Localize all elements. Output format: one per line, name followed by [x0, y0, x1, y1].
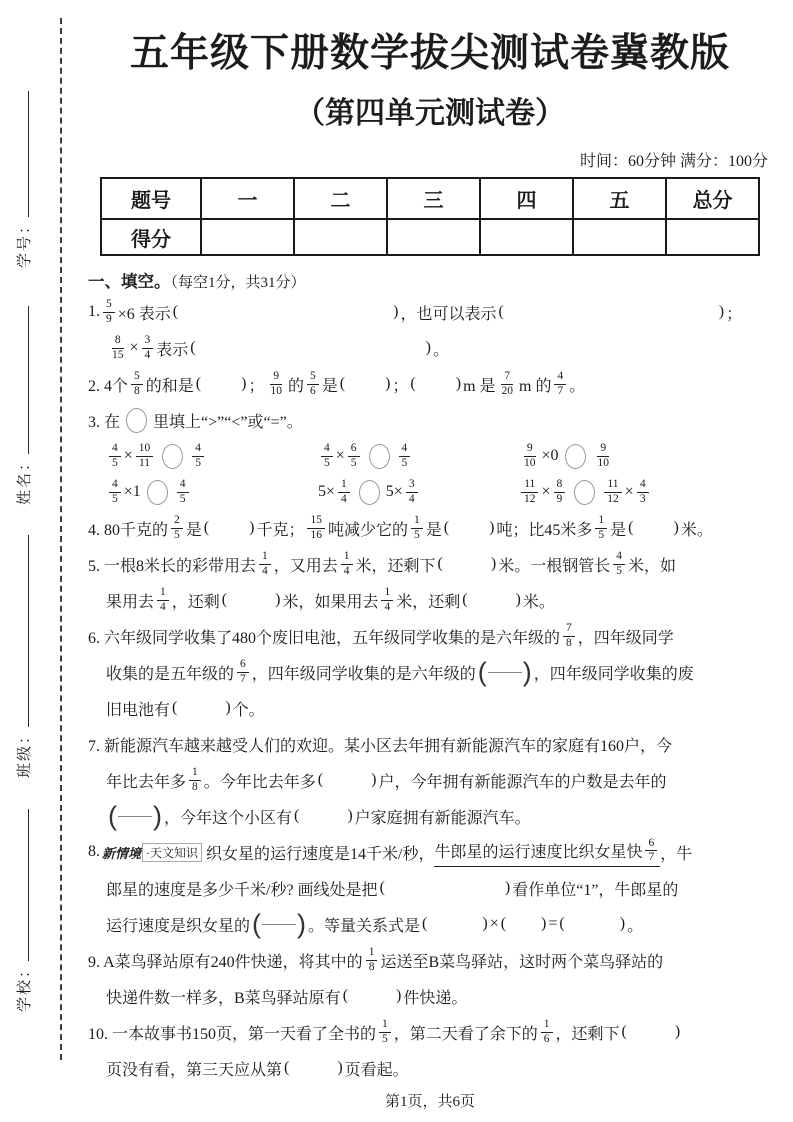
text: × [129, 339, 139, 356]
fraction: $\frac{1}{5}$ [595, 514, 607, 541]
student-id-field [13, 91, 37, 268]
score-table-header: 四 [480, 178, 573, 219]
text: 户，今年拥有新能源汽车的户数是去年的 [378, 773, 667, 791]
text: 果用去 [106, 593, 155, 611]
answer-blank[interactable]: ( ) [410, 375, 462, 392]
answer-blank[interactable]: ( ) [342, 987, 402, 1004]
text: 户家庭拥有新能源汽车。 [354, 809, 531, 827]
school-write-line[interactable] [13, 809, 29, 961]
class-field [13, 535, 37, 778]
text: 千克； [256, 521, 305, 539]
text: × [335, 447, 345, 464]
question-9 [88, 942, 772, 1014]
text: 米，还剩下 [355, 557, 436, 575]
text: 里填上“>”“<”或“=”。 [153, 413, 303, 431]
fraction: $\frac{4}{5}$ [321, 442, 333, 469]
fraction: $\frac{8}{9}$ [554, 478, 566, 505]
text: ； [726, 305, 743, 323]
fraction-blank[interactable]: ( ) [108, 800, 162, 831]
text: ； [392, 377, 409, 395]
text: × [489, 915, 499, 932]
answer-blank[interactable]: ( ) [498, 303, 725, 320]
text: 。 [627, 917, 644, 935]
page-footer: 第1页，共6页 [384, 1094, 475, 1110]
answer-blank[interactable]: ( ) [284, 1059, 343, 1076]
text: 3. 在 [88, 413, 121, 431]
text: ，还剩下 [555, 1025, 620, 1043]
comparison-circle[interactable] [369, 444, 390, 469]
text: ，还剩 [171, 593, 220, 611]
text: 是 [321, 377, 338, 395]
text: 是 [185, 521, 202, 539]
answer-blank[interactable]: ( ) [559, 915, 626, 932]
question-line [88, 1014, 772, 1050]
answer-blank[interactable]: ( ) [339, 375, 391, 392]
text: × [541, 483, 551, 500]
text: 年比去年多 [106, 773, 187, 791]
score-cell [294, 219, 387, 255]
text: × [624, 483, 634, 500]
answer-blank[interactable]: ( ) [172, 303, 399, 320]
question-line [88, 474, 772, 510]
score-table-header: 三 [387, 178, 480, 219]
text: ×6 表示 [117, 305, 171, 323]
badge-topic: ·天文知识 [142, 843, 202, 862]
text: 5× [318, 483, 336, 500]
fraction-blank[interactable]: ( ) [252, 908, 307, 939]
question-5 [88, 546, 772, 618]
text: 个。 [232, 701, 265, 719]
answer-blank[interactable]: ( ) [294, 807, 353, 824]
name-field [13, 306, 37, 505]
answer-blank[interactable]: ( ) [172, 699, 231, 716]
question-line [88, 762, 772, 798]
fraction: $\frac{1}{4}$ [338, 478, 350, 505]
text: 9. A菜鸟驿站原有240件快递，将其中的 [88, 953, 363, 971]
text: 米，如 [627, 557, 676, 575]
fraction: $\frac{2}{5}$ [171, 514, 183, 541]
text: 7. 新能源汽车越来越受人们的欢迎。某小区去年拥有新能源汽车的家庭有160户，今 [88, 737, 673, 755]
fraction: $\frac{7}{8}$ [563, 622, 575, 649]
question-6 [88, 618, 772, 726]
score-row-label: 得分 [101, 219, 201, 255]
fraction: $\frac{9}{10}$ [597, 442, 610, 469]
text: 牛郎星的运行速度比织女星快 [434, 844, 643, 861]
fraction: $\frac{4}{5}$ [109, 442, 121, 469]
text: ，又用去 [273, 557, 338, 575]
question-line [88, 402, 772, 438]
answer-blank[interactable]: ( ) [379, 879, 511, 896]
answer-blank[interactable]: ( ) [437, 555, 497, 572]
comparison-circle[interactable] [574, 480, 595, 505]
fraction: $\frac{4}{5}$ [399, 442, 411, 469]
comparison-circle[interactable] [126, 408, 147, 433]
score-table-header-row [101, 178, 759, 219]
fraction: $\frac{1}{5}$ [411, 514, 423, 541]
fraction: $\frac{4}{5}$ [177, 478, 189, 505]
text: 。 [569, 377, 586, 395]
fraction: $\frac{7}{20}$ [501, 370, 514, 397]
fraction: $\frac{9}{10}$ [524, 442, 536, 469]
question-10 [88, 1014, 772, 1086]
question-line [88, 294, 772, 330]
answer-blank[interactable]: ( ) [443, 519, 495, 536]
score-cell [480, 219, 573, 255]
fraction: $\frac{6}{5}$ [348, 442, 360, 469]
question-7 [88, 726, 772, 834]
text: 5× [385, 483, 403, 500]
text: ，第二天看了余下的 [393, 1025, 538, 1043]
score-cell [387, 219, 480, 255]
question-1 [88, 294, 772, 366]
fraction: $\frac{8}{15}$ [112, 334, 124, 361]
question-line [88, 618, 772, 654]
answer-blank[interactable]: ( ) [621, 1023, 681, 1040]
fraction: $\frac{3}{4}$ [406, 478, 418, 505]
fraction: $\frac{1}{4}$ [157, 586, 169, 613]
text: ，牛 [660, 845, 693, 863]
score-cell [201, 219, 294, 255]
question-line [88, 690, 772, 726]
answer-blank[interactable]: ( ) [628, 519, 679, 536]
name-write-line[interactable] [13, 306, 29, 454]
class-write-line[interactable] [13, 535, 29, 727]
text: 运行速度是织女星的 [106, 917, 251, 935]
fraction: $\frac{1}{6}$ [541, 1018, 553, 1045]
score-table-header: 五 [573, 178, 666, 219]
text: 米。 [680, 521, 713, 539]
fraction: $\frac{4}{7}$ [554, 370, 566, 397]
fraction: $\frac{4}{5}$ [192, 442, 204, 469]
answer-blank[interactable]: ( ) [190, 339, 431, 356]
text: 。等量关系式是 [308, 917, 421, 935]
text: 。 [432, 341, 449, 359]
question-line [88, 1050, 772, 1086]
answer-blank[interactable]: ( ) [422, 915, 488, 932]
binding-dashed-line [60, 18, 62, 1060]
fraction: $\frac{15}{16}$ [307, 514, 325, 541]
score-table-header: 二 [294, 178, 387, 219]
text: 表示 [156, 341, 189, 359]
section-note: （每空1分，共31分） [170, 275, 306, 291]
section-title: 填空。 [121, 272, 171, 291]
context-badge [102, 843, 202, 862]
score-table [100, 177, 760, 256]
answer-blank[interactable]: ( ) [462, 591, 521, 608]
text: 10. 一本故事书150页，第一天看了全书的 [88, 1025, 377, 1043]
question-line [88, 366, 772, 402]
fraction: $\frac{11}{12}$ [604, 478, 622, 505]
text: 2. 4个 [88, 377, 129, 395]
score-cell [573, 219, 666, 255]
exam-paper [88, 0, 772, 1086]
question-line [88, 546, 772, 582]
text: 米，如果用去 [282, 593, 379, 611]
question-line [88, 726, 772, 762]
question-line [88, 978, 772, 1014]
expression-cell [106, 442, 318, 469]
fraction: $\frac{6}{7}$ [237, 658, 249, 685]
score-table-header: 总分 [666, 178, 759, 219]
text: 运送至B菜鸟驿站，这时两个菜鸟驿站的 [380, 953, 664, 971]
fraction: $\frac{1}{8}$ [366, 946, 378, 973]
fraction: $\frac{4}{5}$ [109, 478, 121, 505]
class-label: 班级： [17, 726, 33, 778]
text: 8. [88, 843, 100, 860]
text: 吨减少它的 [327, 521, 408, 539]
text: ×1 [123, 483, 141, 500]
fraction: $\frac{5}{9}$ [103, 298, 115, 325]
text: 的 [287, 377, 304, 395]
section-number: 一、 [88, 272, 121, 291]
text: 页没有看，第三天应从第 [106, 1061, 283, 1079]
expression-cell [318, 478, 518, 505]
name-label: 姓名： [17, 453, 33, 505]
question-line [88, 582, 772, 618]
answer-blank[interactable]: ( ) [500, 915, 547, 932]
badge-prefix: 新情境 [102, 845, 142, 861]
fraction: $\frac{5}{6}$ [307, 370, 319, 397]
fraction: $\frac{5}{8}$ [131, 370, 143, 397]
score-table-header: 一 [201, 178, 294, 219]
fraction: $\frac{6}{7}$ [645, 837, 657, 864]
text: 是 [610, 521, 627, 539]
text: ，四年级同学收集的废 [533, 665, 694, 683]
score-table-score-row [101, 219, 759, 255]
question-3 [88, 402, 772, 510]
expression-cell [518, 442, 772, 469]
text: 米。一根钢管长 [498, 557, 611, 575]
text: 页看起。 [344, 1061, 409, 1079]
expression-cell [106, 478, 318, 505]
question-line [88, 330, 772, 366]
text: ×0 [541, 447, 559, 464]
question-line [88, 942, 772, 978]
question-line [88, 654, 772, 690]
text: × [123, 447, 133, 464]
text: ，今年这个小区有 [164, 809, 293, 827]
answer-blank[interactable]: ( ) [195, 375, 247, 392]
score-table-header: 题号 [101, 178, 201, 219]
comparison-circle[interactable] [147, 480, 168, 505]
fraction: $\frac{4}{3}$ [637, 478, 649, 505]
question-4 [88, 510, 772, 546]
text: 。今年比去年多 [203, 773, 316, 791]
text: 件快递。 [403, 989, 468, 1007]
text: 快递件数一样多，B菜鸟驿站原有 [106, 989, 341, 1007]
fraction: $\frac{1}{4}$ [381, 586, 393, 613]
fraction: $\frac{11}{12}$ [521, 478, 539, 505]
student-id-write-line[interactable] [13, 91, 29, 217]
answer-blank[interactable]: ( ) [203, 519, 255, 536]
text: 旧电池有 [106, 701, 171, 719]
answer-blank[interactable]: ( ) [221, 591, 281, 608]
text: m 是 [463, 377, 496, 395]
school-label: 学校： [17, 960, 33, 1012]
text: 郎星的速度是多少千米/秒? 画线处是把 [106, 881, 378, 899]
text: 6. 六年级同学收集了480个废旧电池，五年级同学收集的是六年级的 [88, 629, 561, 647]
school-field [13, 809, 37, 1012]
text: 4. 80千克的 [88, 521, 169, 539]
fraction: $\frac{1}{4}$ [341, 550, 353, 577]
underlined-text [434, 837, 660, 867]
expression-cell [518, 478, 772, 505]
question-line [88, 798, 772, 834]
expression-cell [318, 442, 518, 469]
page-subtitle: （第四单元测试卷） [295, 97, 565, 130]
text: 织女星的运行速度是14千米/秒， [206, 845, 435, 863]
question-line [88, 510, 772, 546]
fraction: $\frac{9}{10}$ [270, 370, 282, 397]
fraction-blank[interactable]: ( ) [477, 656, 532, 687]
text: 收集的是五年级的 [106, 665, 235, 683]
fraction: $\frac{10}{11}$ [136, 442, 154, 469]
score-cell [666, 219, 759, 255]
question-8 [88, 834, 772, 942]
fraction: $\frac{1}{5}$ [379, 1018, 391, 1045]
question-line [88, 906, 772, 942]
text: 看作单位“1”，牛郎星的 [512, 881, 679, 899]
text: = [548, 915, 558, 932]
text: 米。 [522, 593, 555, 611]
fraction: $\frac{4}{5}$ [613, 550, 625, 577]
comparison-circle[interactable] [162, 444, 183, 469]
question-2 [88, 366, 772, 402]
questions [88, 294, 772, 1086]
text: 是 [425, 521, 442, 539]
comparison-circle[interactable] [359, 480, 380, 505]
text: ，四年级同学 [577, 629, 674, 647]
student-id-label: 学号： [17, 216, 33, 268]
fraction: $\frac{1}{4}$ [259, 550, 271, 577]
text: 米，还剩 [396, 593, 461, 611]
text: 5. 一根8米长的彩带用去 [88, 557, 257, 575]
page-title: 五年级下册数学拔尖测试卷冀教版 [129, 32, 730, 75]
text: ； [248, 377, 265, 395]
section-header [88, 268, 772, 292]
text: 吨；比45米多 [496, 521, 593, 539]
text: ，也可以表示 [400, 305, 497, 323]
text: ，四年级同学收集的是六年级的 [251, 665, 476, 683]
answer-blank[interactable]: ( ) [317, 771, 377, 788]
question-line [88, 870, 772, 906]
fraction: $\frac{1}{8}$ [189, 766, 201, 793]
comparison-circle[interactable] [565, 444, 586, 469]
fraction: $\frac{3}{4}$ [142, 334, 154, 361]
text: 的和是 [145, 377, 194, 395]
exam-meta: 时间：60分钟 满分：100分 [579, 153, 768, 170]
question-line [88, 438, 772, 474]
text: 1. [88, 303, 100, 320]
question-line [88, 834, 772, 870]
text: m 的 [519, 377, 552, 395]
